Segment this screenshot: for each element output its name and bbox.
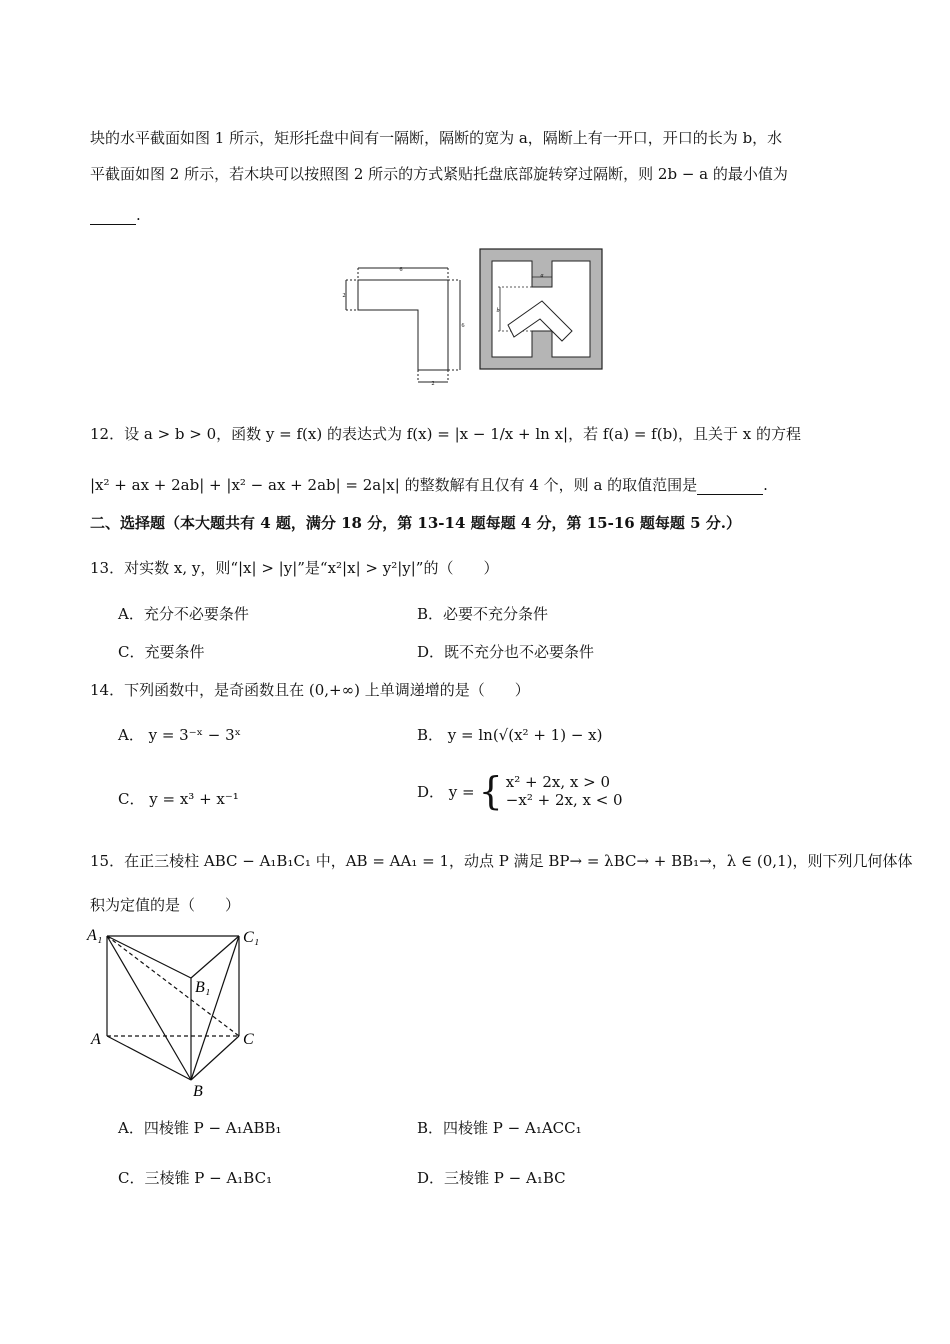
q12-answer-blank	[697, 476, 763, 495]
q14-option-b: B． y = ln(√(x² + 1) − x)	[417, 726, 603, 744]
q15-option-d: D．三棱锥 P − A₁BC	[417, 1169, 566, 1187]
intro-answer-line	[90, 206, 141, 225]
q13-stem: 13．对实数 x, y，则“|x| > |y|”是“x²|x| > y²|y|”的（ ）	[90, 559, 499, 577]
q14-option-d	[417, 769, 623, 813]
q15-stem: 15．在正三棱柱 ABC − A₁B₁C₁ 中，AB = AA₁ = 1，动点 P 满足 BP→ = λBC→ + BB₁→，λ ∈ (0,1)，则下列几何体体	[90, 852, 913, 870]
q15-option-a: A．四棱锥 P − A₁ABB₁	[118, 1119, 282, 1137]
brace-icon: {	[478, 769, 503, 813]
intro-line-1: 块的水平截面如图 1 所示，矩形托盘中间有一隔断，隔断的宽为 a，隔断上有一开口，开口的长为 b，水	[90, 129, 783, 147]
top-dimension-label: 6	[399, 267, 403, 273]
q13-option-c: C．充要条件	[118, 643, 205, 661]
q12-line-2-text: |x² + ax + 2ab| + |x² − ax + 2ab| = 2a|x| 的整数解有且仅有 4 个，则 a 的取值范围是	[90, 476, 698, 494]
q12-line-2-end: .	[763, 476, 768, 494]
label-b: b	[496, 308, 500, 314]
q14-stem: 14．下列函数中，是奇函数且在 (0,+∞) 上单调递增的是（ ）	[90, 681, 530, 699]
q14-option-d-prefix: D． y =	[417, 782, 475, 801]
right-dimension-label: 6	[461, 323, 465, 329]
figure-1-l-block	[338, 262, 468, 390]
q14-option-d-case-1: x² + 2x, x > 0	[505, 773, 611, 791]
intro-line-3: .	[136, 206, 141, 224]
vertex-c-label: C	[243, 1031, 254, 1048]
vertex-a1-label: A₁	[87, 927, 103, 944]
q12-line-1: 12．设 a > b > 0，函数 y = f(x) 的表达式为 f(x) = |x − 1/x + ln x|，若 f(a) = f(b)，且关于 x 的方程	[90, 425, 802, 443]
q13-option-b: B．必要不充分条件	[417, 605, 549, 623]
vertex-a-label: A	[91, 1031, 101, 1048]
q15-option-b: B．四棱锥 P − A₁ACC₁	[417, 1119, 582, 1137]
q15-option-c: C．三棱锥 P − A₁BC₁	[118, 1169, 273, 1187]
q13-option-a: A．充分不必要条件	[118, 605, 249, 623]
q14-option-c: C． y = x³ + x⁻¹	[118, 790, 239, 808]
section-2-title: 二、选择题（本大题共有 4 题，满分 18 分，第 13-14 题每题 4 分，第 15-16 题每题 5 分.）	[90, 514, 742, 532]
label-a: a	[540, 273, 544, 279]
vertex-c1-label: C₁	[243, 929, 260, 946]
answer-blank	[90, 206, 136, 225]
intro-line-2: 平截面如图 2 所示，若木块可以按照图 2 所示的方式紧贴托盘底部旋转穿过隔断，则 2b − a 的最小值为	[90, 165, 788, 183]
prism-figure	[85, 922, 275, 1102]
q14-option-a: A． y = 3⁻ˣ − 3ˣ	[118, 726, 242, 744]
bottom-dimension-label: 2	[431, 381, 435, 387]
q14-option-d-case-2: −x² + 2x, x < 0	[505, 791, 623, 809]
q12-line-2	[90, 474, 768, 495]
q13-option-d: D．既不充分也不必要条件	[417, 643, 595, 661]
figure-2-tray	[478, 247, 606, 373]
left-dimension-label: 2	[342, 293, 346, 299]
vertex-b-label: B	[193, 1083, 203, 1100]
vertex-b1-label: B₁	[195, 979, 211, 996]
l-shape	[358, 280, 448, 370]
q15-stem-2: 积为定值的是（ ）	[90, 896, 241, 914]
